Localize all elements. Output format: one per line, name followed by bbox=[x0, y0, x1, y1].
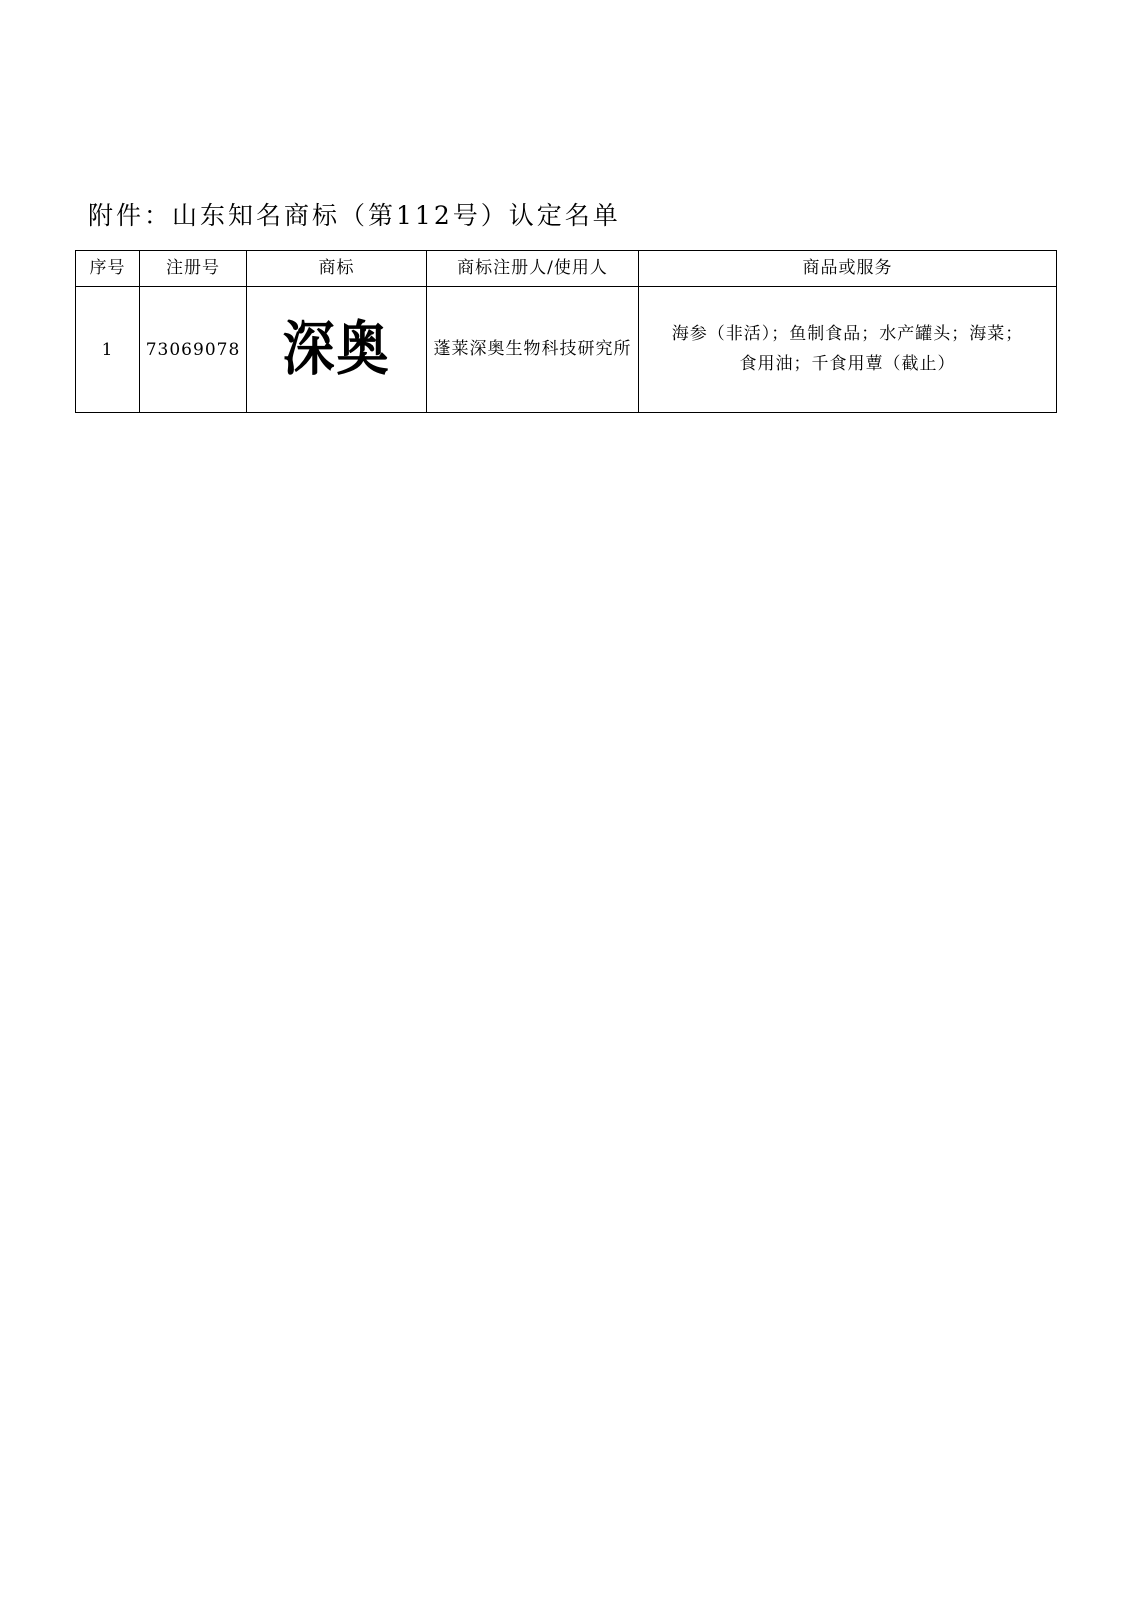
cell-goods bbox=[639, 287, 1057, 413]
table-row bbox=[76, 287, 1057, 413]
page-title: 附件：山东知名商标（第112号）认定名单 bbox=[88, 201, 621, 230]
cell-trademark bbox=[247, 287, 427, 413]
table-header-row bbox=[76, 251, 1057, 287]
trademark-table-container bbox=[75, 250, 1056, 413]
cell-index: 1 bbox=[76, 287, 140, 413]
column-header-index: 序号 bbox=[76, 251, 140, 287]
column-header-owner: 商标注册人/使用人 bbox=[427, 251, 639, 287]
cell-reg-no: 73069078 bbox=[140, 287, 247, 413]
column-header-reg-no: 注册号 bbox=[140, 251, 247, 287]
trademark-logo: 深奥 bbox=[282, 315, 391, 384]
cell-owner: 蓬莱深奥生物科技研究所 bbox=[427, 287, 639, 413]
column-header-trademark: 商标 bbox=[247, 251, 427, 287]
table-header bbox=[76, 251, 1057, 287]
goods-line-2: 食用油；千食用蕈（截止） bbox=[739, 353, 956, 374]
table-body bbox=[76, 287, 1057, 413]
trademark-table bbox=[75, 250, 1057, 413]
goods-line-1: 海参（非活）；鱼制食品；水产罐头；海菜； bbox=[671, 323, 1024, 344]
column-header-goods: 商品或服务 bbox=[639, 251, 1057, 287]
